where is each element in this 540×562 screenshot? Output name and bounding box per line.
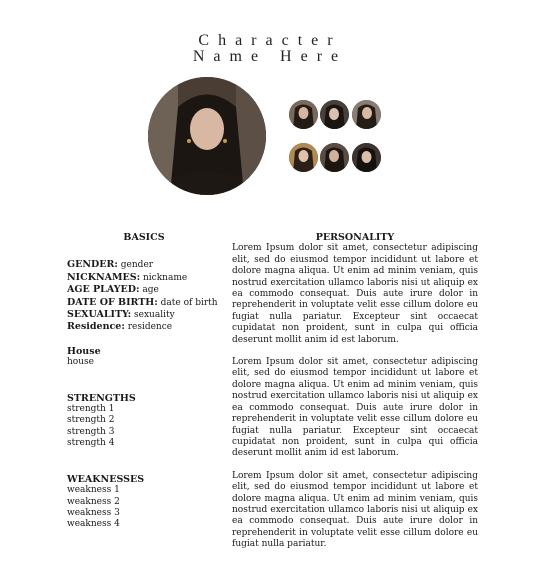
house-value: house <box>67 357 94 368</box>
personality-heading: PERSONALITY <box>315 232 395 243</box>
field-nicknames: NICKNAMES: nickname <box>67 271 188 283</box>
basics-section <box>67 232 227 531</box>
strengths-title: STRENGTHS <box>67 392 136 404</box>
gallery-thumbnail <box>289 100 318 129</box>
field-sexuality: SEXUALITY: sexuality <box>67 309 175 321</box>
gallery-thumbnail <box>320 100 349 129</box>
list-item: strength 2 <box>67 415 115 426</box>
character-title-line1: Character <box>198 32 342 49</box>
gallery-thumbnail <box>352 143 381 172</box>
list-item: weakness 2 <box>67 496 120 507</box>
gallery-thumbnail <box>352 100 381 129</box>
weaknesses-title: WEAKNESSES <box>67 473 145 485</box>
list-item: weakness 1 <box>67 485 120 496</box>
house-title: House <box>67 345 101 357</box>
list-item: weakness 4 <box>67 519 120 530</box>
field-gender: GENDER: gender <box>67 259 154 271</box>
list-item: strength 1 <box>67 404 115 415</box>
field-date-of-birth: DATE OF BIRTH: date of birth <box>67 296 218 308</box>
personality-section <box>232 232 478 562</box>
character-title-line2: Name Here <box>192 48 348 65</box>
personality-paragraph: Lorem Ipsum dolor sit amet, consectetur adipiscing elit, sed do eiusmod tempor incididunt ut labore et dolore magna aliqua. Ut enim ad minim veniam, quis nostrud exercitation ullamco laboris nisi ut aliquip ex ea commodo consequat. Duis aute irure dolor in reprehenderit in voluptate velit esse cillum dolore eu fugiat nulla pariatur. Excepteur sint occaecat cupidatat non proident, sunt in culpa qui officia deserunt mollit anim id est laborum. <box>232 357 478 459</box>
personality-paragraph: Lorem Ipsum dolor sit amet, consectetur adipiscing elit, sed do eiusmod tempor incididunt ut labore et dolore magna aliqua. Ut enim ad minim veniam, quis nostrud exercitation ullamco laboris nisi ut aliquip ex ea commodo consequat. Duis aute irure dolor in reprehenderit in voluptate velit esse cillum dolore eu fugiat nulla pariatur. <box>232 470 478 550</box>
field-residence: Residence: residence <box>67 321 173 333</box>
personality-paragraph: Lorem Ipsum dolor sit amet, consectetur adipiscing elit, sed do eiusmod tempor incididunt ut labore et dolore magna aliqua. Ut enim ad minim veniam, quis nostrud exercitation ullamco laboris nisi ut aliquip ex ea commodo consequat. Duis aute irure dolor in reprehenderit in voluptate velit esse cillum dolore eu fugiat nulla pariatur. Excepteur sint occaecat cupidatat non proident, sunt in culpa qui officia deserunt mollit anim id est laborum. <box>232 243 478 345</box>
list-item: strength 3 <box>67 426 115 437</box>
gallery-thumbnail <box>320 143 349 172</box>
list-item: strength 4 <box>67 438 115 449</box>
gallery-thumbnail <box>289 143 318 172</box>
field-age-played: AGE PLAYED: age <box>67 284 159 296</box>
list-item: weakness 3 <box>67 507 120 518</box>
basics-heading: BASICS <box>123 232 165 243</box>
character-portrait <box>148 77 266 195</box>
